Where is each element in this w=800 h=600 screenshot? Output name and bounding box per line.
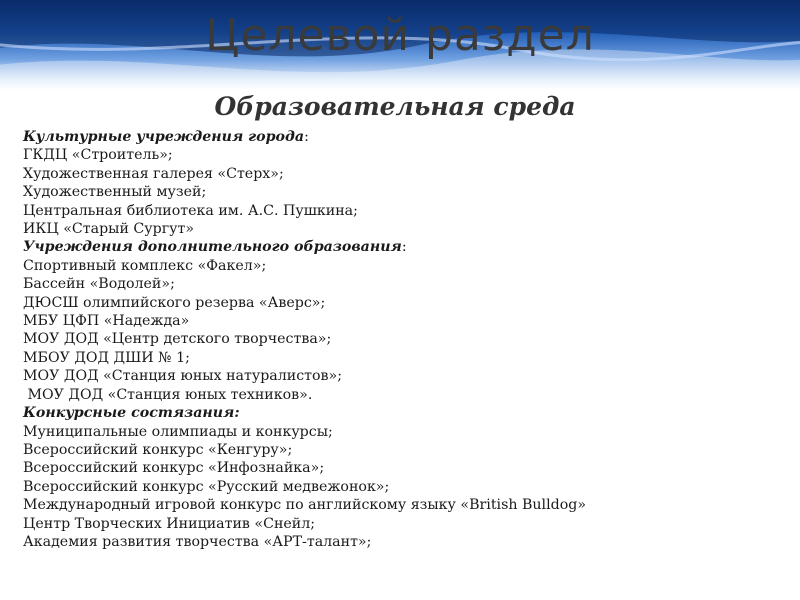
list-item: МОУ ДОД «Станция юных натуралистов»;	[23, 368, 342, 385]
list-item: Академия развития творчества «АРТ-талант»;	[23, 533, 372, 550]
slide-title: Целевой раздел	[205, 10, 595, 61]
list-item: МОУ ДОД «Центр детского творчества»;	[23, 331, 332, 348]
list-item: МБОУ ДОД ДШИ № 1;	[23, 349, 190, 366]
content-list	[23, 128, 793, 551]
list-item: Спортивный комплекс «Факел»;	[23, 257, 267, 274]
list-item: МОУ ДОД «Станция юных техников».	[23, 386, 313, 403]
section-heading: Учреждения дополнительного образования:	[23, 239, 407, 256]
section-heading: Конкурсные состязания:	[23, 405, 240, 422]
list-item: ИКЦ «Старый Сургут»	[23, 221, 195, 238]
list-item: Международный игровой конкурс по английскому языку «British Bulldog»	[23, 497, 587, 514]
list-item: Художественный музей;	[23, 184, 207, 201]
list-item: Всероссийский конкурс «Кенгуру»;	[23, 441, 293, 458]
list-item: ДЮСШ олимпийского резерва «Аверс»;	[23, 294, 326, 311]
list-item: ГКДЦ «Строитель»;	[23, 147, 173, 164]
list-item: Всероссийский конкурс «Инфознайка»;	[23, 460, 325, 477]
list-item: МБУ ЦФП «Надежда»	[23, 313, 190, 330]
list-item: Бассейн «Водолей»;	[23, 276, 175, 293]
slide-subtitle: Образовательная среда	[214, 92, 576, 121]
section-heading: Культурные учреждения города:	[23, 129, 309, 145]
list-item: Центр Творческих Инициатив «Снейл;	[23, 515, 316, 532]
list-item: Художественная галерея «Стерх»;	[23, 165, 284, 182]
list-item: Центральная библиотека им. А.С. Пушкина;	[23, 202, 358, 219]
list-item: Всероссийский конкурс «Русский медвежонок»;	[23, 478, 390, 495]
list-item: Муниципальные олимпиады и конкурсы;	[23, 423, 333, 440]
